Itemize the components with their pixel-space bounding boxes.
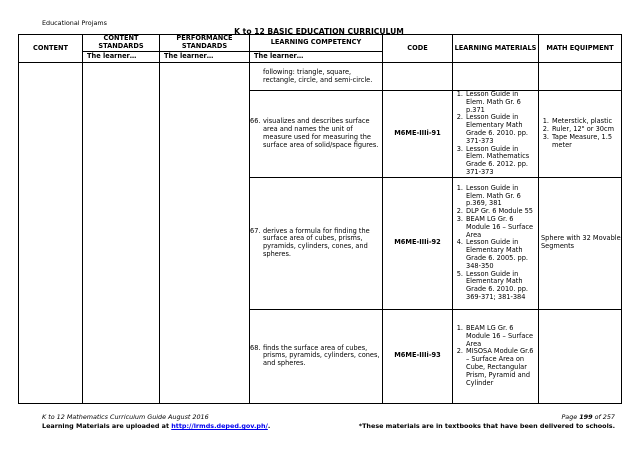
list-item: 2. DLP Gr. 6 Module 55 <box>456 207 533 216</box>
footer-guide: K to 12 Mathematics Curriculum Guide August 2016 <box>42 413 209 421</box>
equipment-cell <box>539 309 622 403</box>
competency-number: 67. <box>250 226 261 235</box>
footer-uploaded-text: Learning Materials are uploaded at <box>42 422 172 430</box>
list-item: 1. Lesson Guide in Elem. Math Gr. 6 p.371 <box>456 90 521 114</box>
list-item: 5. Lesson Guide in Elementary Math Grade 6. 2010. pp. 369-371; 381-384 <box>456 269 529 301</box>
competency-cell <box>250 309 383 403</box>
content-cell <box>19 63 83 404</box>
list-item: 1. Lesson Guide in Elem. Math Gr. 6 p.369, 381 <box>456 183 521 208</box>
document-title: K to 12 BASIC EDUCATION CURRICULUM <box>234 27 404 36</box>
equipment-text: Sphere with 32 Movable Segments <box>541 234 621 251</box>
competency-text: visualizes and describes surface area and names the unit of measure used for measuring the surface area of solid/space figures. <box>263 117 379 149</box>
competency-text: following: triangle, square, rectangle, circle, and semi-circle. <box>263 67 373 84</box>
competency-cell <box>250 63 383 91</box>
code-cell: M6ME-IIIi-93 <box>383 309 453 403</box>
subheader-learner: The learner… <box>250 52 383 63</box>
footer-right <box>359 413 615 431</box>
footer-note: *These materials are in textbooks that have been delivered to schools. <box>358 422 615 430</box>
competency-cell <box>250 91 383 178</box>
code-cell <box>383 63 453 91</box>
header-code: CODE <box>383 35 453 63</box>
materials-cell <box>453 63 539 91</box>
materials-cell <box>453 177 539 309</box>
list-item: 2. MISOSA Module Gr.6 – Surface Area on Cube, Rectangular Prism, Pyramid and Cylinder <box>456 347 534 387</box>
header-math-equipment: MATH EQUIPMENT <box>539 35 622 63</box>
materials-cell <box>453 309 539 403</box>
footer-uploaded-suffix: . <box>267 422 271 430</box>
footer-left <box>42 413 270 431</box>
list-item: 1. BEAM LG Gr. 6 Module 16 – Surface Area <box>456 324 534 348</box>
list-item: 2. Lesson Guide in Elementary Math Grade 6. 2010. pp. 371-373 <box>456 113 529 145</box>
header-learning-competency: LEARNING COMPETENCY <box>250 35 383 52</box>
list-item: 2. Ruler, 12" or 30cm <box>542 125 615 134</box>
code-cell: M6ME-IIIi-91 <box>383 91 453 178</box>
competency-text: finds the surface area of cubes, prisms, pyramids, cylinders, cones, and spheres. <box>263 343 380 368</box>
content-standards-cell <box>83 63 160 404</box>
list-item: 3. Lesson Guide in Elem. Mathematics Grade 6. 2012. pp. 371-373 <box>456 144 530 176</box>
competency-text: derives a formula for finding the surface area of cubes, prisms, pyramids, cylinders, cones, and spheres. <box>263 226 370 259</box>
table-row <box>19 63 622 91</box>
competency-cell <box>250 177 383 309</box>
subheader-learner: The learner… <box>83 52 160 63</box>
page-number: Page 199 of 257 <box>561 413 615 421</box>
code-cell: M6ME-IIIi-92 <box>383 177 453 309</box>
header-organization: Educational Projams <box>42 19 107 27</box>
materials-cell <box>453 91 539 178</box>
competency-number: 68. <box>250 343 261 352</box>
curriculum-table <box>18 34 622 404</box>
subheader-learner: The learner… <box>160 52 250 63</box>
equipment-cell <box>539 63 622 91</box>
header-content: CONTENT <box>19 35 83 63</box>
equipment-cell <box>539 177 622 309</box>
list-item: 4. Lesson Guide in Elementary Math Grade 6. 2005. pp. 348-350 <box>456 238 529 270</box>
competency-number: 66. <box>250 117 261 126</box>
lrmds-link[interactable]: http://lrmds.deped.gov.ph/ <box>171 422 268 430</box>
header-learning-materials: LEARNING MATERIALS <box>453 35 539 63</box>
performance-standards-cell <box>160 63 250 404</box>
header-performance-standards: PERFORMANCE STANDARDS <box>160 35 250 52</box>
list-item: 3. BEAM LG Gr. 6 Module 16 – Surface Area <box>456 214 534 239</box>
header-content-standards: CONTENT STANDARDS <box>83 35 160 52</box>
list-item: 3. Tape Measure, 1.5 meter <box>542 132 613 149</box>
equipment-cell <box>539 91 622 178</box>
list-item: 1. Meterstick, plastic <box>542 117 613 126</box>
